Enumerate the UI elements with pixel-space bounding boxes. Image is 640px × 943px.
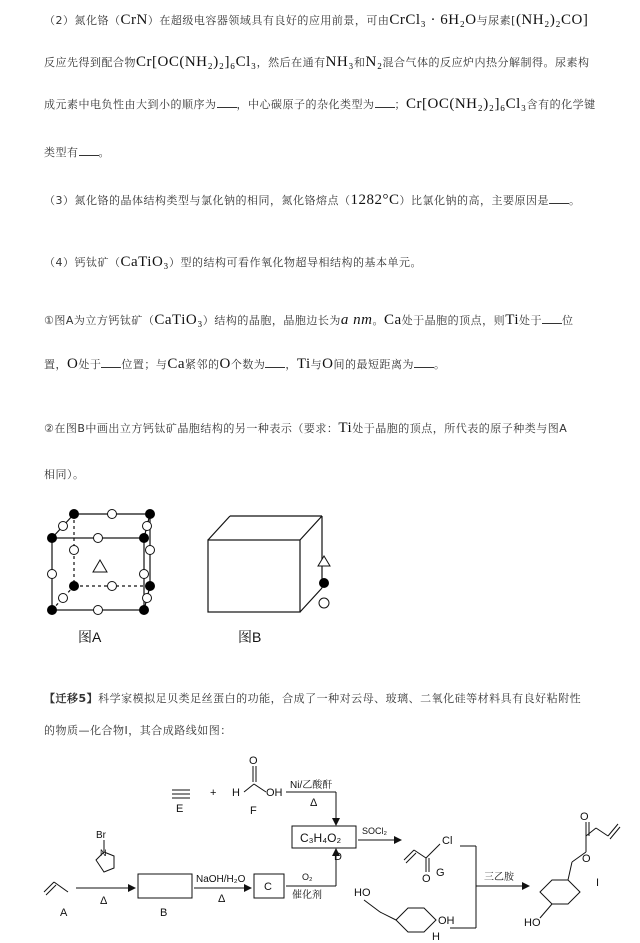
label-a: A — [60, 907, 68, 919]
open-atom — [146, 546, 155, 555]
answer-blank[interactable] — [79, 145, 99, 156]
formula-crn: CrN — [120, 12, 148, 28]
q4-1-line1 — [44, 312, 574, 329]
q4-1-text: 个数为 — [230, 358, 266, 371]
bond — [540, 904, 552, 918]
q2-line4 — [44, 144, 110, 160]
q4-1-text: ）结构的晶胞，晶胞边长为 — [202, 314, 341, 327]
formula-complex: Cr[OC(NH₂)₂]₆Cl₃ — [406, 96, 527, 112]
formula-o: O — [67, 356, 79, 372]
q4-1-text: 置， — [44, 358, 67, 371]
bond — [364, 900, 380, 912]
synthesis-route — [40, 752, 640, 943]
q4-1-text: 处于 — [519, 314, 542, 327]
q2-text: 和 — [353, 56, 366, 69]
label-g: G — [436, 867, 445, 879]
q3-line — [44, 192, 581, 209]
transfer-tag: 【迁移5】 — [44, 692, 99, 705]
reagent-triethylamine: 三乙胺 — [484, 872, 514, 883]
formula-ti: Ti — [296, 356, 311, 372]
q4-1-text: 紧邻的 — [185, 358, 220, 371]
atom-h: H — [232, 787, 240, 799]
q4-1-text: 处于 — [78, 358, 102, 371]
q4-1-text: ， — [285, 358, 297, 371]
bond — [426, 844, 440, 858]
q4-1-text: 间的最短距离为 — [333, 358, 415, 371]
bond — [244, 784, 254, 792]
plus-sign: + — [210, 787, 217, 799]
label-d: D — [334, 851, 342, 863]
bond — [404, 850, 414, 860]
open-atom — [70, 546, 79, 555]
q4-2-line1 — [44, 420, 567, 437]
q3-text: ）比氯化钠的高，主要原因是 — [399, 194, 550, 207]
atom-o: O — [580, 811, 589, 823]
q4-2-text: 相同）。 — [44, 468, 85, 481]
q2-text: 混合气体的反应炉内热分解制得。尿素构 — [382, 56, 590, 69]
legend-triangle — [318, 556, 330, 566]
corner-atom — [69, 509, 79, 519]
arrowhead — [244, 884, 252, 892]
q2-line1 — [44, 12, 588, 29]
bond — [596, 828, 608, 836]
cube-edge — [300, 588, 322, 612]
transfer-text: 科学家模拟足贝类足丝蛋白的功能，合成了一种对云母、玻璃、二氧化硅等材料具有良好粘附性 — [98, 692, 582, 705]
q4-2-line2 — [44, 466, 85, 482]
open-atom — [48, 570, 57, 579]
open-atom — [59, 594, 68, 603]
group-ho: HO — [354, 887, 371, 899]
open-atom — [94, 534, 103, 543]
open-atom — [108, 510, 117, 519]
bond — [406, 853, 416, 863]
q4-1-text: 。 — [434, 358, 446, 371]
legend-white-atom — [319, 598, 329, 608]
answer-blank[interactable] — [265, 357, 285, 368]
corner-atom — [69, 581, 79, 591]
formula-crcl3: CrCl₃ · 6H₂O — [389, 12, 477, 28]
label-i: I — [596, 877, 600, 889]
compound-b-box — [138, 874, 192, 898]
q4-1-text: 与 — [310, 358, 323, 371]
atom-o: O — [582, 853, 591, 865]
corner-atom — [145, 509, 155, 519]
answer-blank[interactable] — [549, 193, 569, 204]
q2-text: 类型有 — [44, 146, 79, 159]
q4-text: （4）钙钛矿（ — [44, 256, 121, 269]
open-atom — [143, 522, 152, 531]
reagent-naoh: NaOH/H₂O — [196, 874, 246, 885]
formula-catio3: CaTiO₃ — [120, 254, 170, 270]
formula-ca: Ca — [384, 312, 402, 328]
bond — [568, 862, 572, 880]
atom-o: O — [249, 755, 258, 767]
benzene-ring-h — [396, 908, 436, 932]
reagent-o2: O₂ — [302, 872, 313, 882]
q4-1-text: 位 — [562, 314, 574, 327]
corner-atom — [145, 581, 155, 591]
answer-blank[interactable] — [542, 313, 562, 324]
q4-2-text: ②在图B中画出立方钙钛矿晶胞结构的另一种表示（要求： — [44, 422, 339, 435]
answer-blank[interactable] — [414, 357, 434, 368]
q4-text: ）型的结构可看作氧化物超导相结构的基本单元。 — [169, 256, 423, 269]
atom-o: O — [422, 873, 431, 885]
bond — [254, 784, 266, 792]
formula-nh3: NH₃ — [325, 54, 354, 70]
answer-blank[interactable] — [217, 97, 237, 108]
q2-text: 反应先得到配合物 — [44, 56, 136, 69]
transfer-text: 的物质—化合物I，其合成路线如图： — [44, 724, 232, 737]
formula-edge: a nm — [340, 312, 373, 328]
q2-line3 — [44, 96, 596, 113]
q2-text: 成元素中电负性由大到小的顺序为 — [44, 98, 217, 111]
q4-1-text: 处于晶胞的顶点，则 — [401, 314, 506, 327]
open-atom — [59, 522, 68, 531]
bond — [54, 882, 68, 892]
q2-text: 与尿素[ — [476, 14, 516, 27]
bond — [46, 885, 56, 895]
label-e: E — [176, 803, 184, 815]
arrowhead — [332, 818, 340, 826]
atom-br: Br — [96, 830, 106, 841]
q3-text: 。 — [569, 194, 581, 207]
formula-complex: Cr[OC(NH₂)₂]₆Cl₃ — [136, 54, 257, 70]
formula-urea: (NH₂)₂CO] — [515, 12, 589, 28]
corner-atom — [47, 533, 57, 543]
delta-heat: Δ — [310, 797, 318, 809]
atom-cl: Cl — [442, 835, 453, 847]
benzene-ring-i — [540, 880, 580, 904]
figure-a-label: 图A — [78, 629, 102, 645]
open-atom — [108, 582, 117, 591]
triangle-marker — [93, 560, 107, 572]
formula-ti: Ti — [338, 420, 353, 436]
crystal-figures — [30, 500, 350, 650]
reagent-socl2: SOCl₂ — [362, 826, 387, 836]
corner-atom — [139, 533, 149, 543]
bond — [586, 828, 596, 836]
group-oh: OH — [438, 915, 455, 927]
arrowhead — [522, 882, 530, 890]
bond — [414, 850, 426, 858]
q3-text: （3）氮化铬的晶体结构类型与氯化钠的相同，氮化铬熔点（ — [44, 194, 351, 207]
formula-catio3: CaTiO₃ — [154, 312, 203, 328]
transfer-line2 — [44, 722, 232, 738]
cube-front-face — [208, 540, 300, 612]
open-atom — [143, 594, 152, 603]
q2-text: 含有的化学键 — [526, 98, 596, 111]
formula-ti: Ti — [505, 312, 519, 328]
label-c: C — [264, 881, 272, 893]
q2-text: ； — [394, 98, 406, 111]
group-oh: OH — [266, 787, 283, 799]
q2-text: （2）氮化铬（ — [44, 14, 121, 27]
q4-1-text: 。 — [372, 314, 385, 327]
corner-atom — [47, 605, 57, 615]
q2-text: ）在超级电容器领域具有良好的应用前景，可由 — [147, 14, 390, 27]
q4-1-text: 位置；与 — [121, 358, 168, 371]
arrowhead — [128, 884, 136, 892]
atom-n: N — [100, 848, 107, 858]
q2-line2 — [44, 54, 590, 71]
q2-text: 。 — [98, 146, 110, 159]
cube-edge — [300, 516, 322, 540]
formula-d: C₃H₄O₂ — [300, 831, 342, 845]
q2-text: ，中心碳原子的杂化类型为 — [236, 98, 375, 111]
transfer-line1 — [44, 690, 581, 706]
q4-2-text: 处于晶胞的顶点，所代表的原子种类与图A — [352, 422, 568, 435]
delta-heat: Δ — [100, 895, 108, 907]
arrowhead — [394, 836, 402, 844]
label-f: F — [250, 805, 257, 817]
cube-edge — [208, 516, 230, 540]
bond — [44, 882, 54, 892]
reagent-catalyst: 催化剂 — [292, 890, 322, 901]
figure-b-cube — [208, 516, 322, 612]
label-h: H — [432, 931, 440, 943]
formula-n2: N₂ — [365, 54, 383, 70]
formula-temp: 1282°C — [350, 192, 400, 208]
q4-line — [44, 254, 422, 271]
figure-b-label: 图B — [238, 629, 262, 645]
group-ho: HO — [524, 917, 541, 929]
q4-1-line2 — [44, 356, 446, 373]
bond — [608, 824, 618, 836]
q2-text: ，然后在通有 — [256, 56, 326, 69]
answer-blank[interactable] — [101, 357, 121, 368]
delta-heat: Δ — [218, 893, 226, 905]
reagent-ni: Ni/乙酸酐 — [290, 780, 333, 791]
open-atom — [94, 606, 103, 615]
formula-o: O — [322, 356, 334, 372]
answer-blank[interactable] — [375, 97, 395, 108]
legend-black-atom — [319, 578, 329, 588]
label-b: B — [160, 907, 168, 919]
bond — [380, 912, 396, 920]
q4-1-text: ①图A为立方钙钛矿（ — [44, 314, 155, 327]
formula-ca: Ca — [167, 356, 186, 372]
corner-atom — [139, 605, 149, 615]
bond — [610, 827, 620, 839]
open-atom — [140, 570, 149, 579]
formula-o: O — [219, 356, 231, 372]
